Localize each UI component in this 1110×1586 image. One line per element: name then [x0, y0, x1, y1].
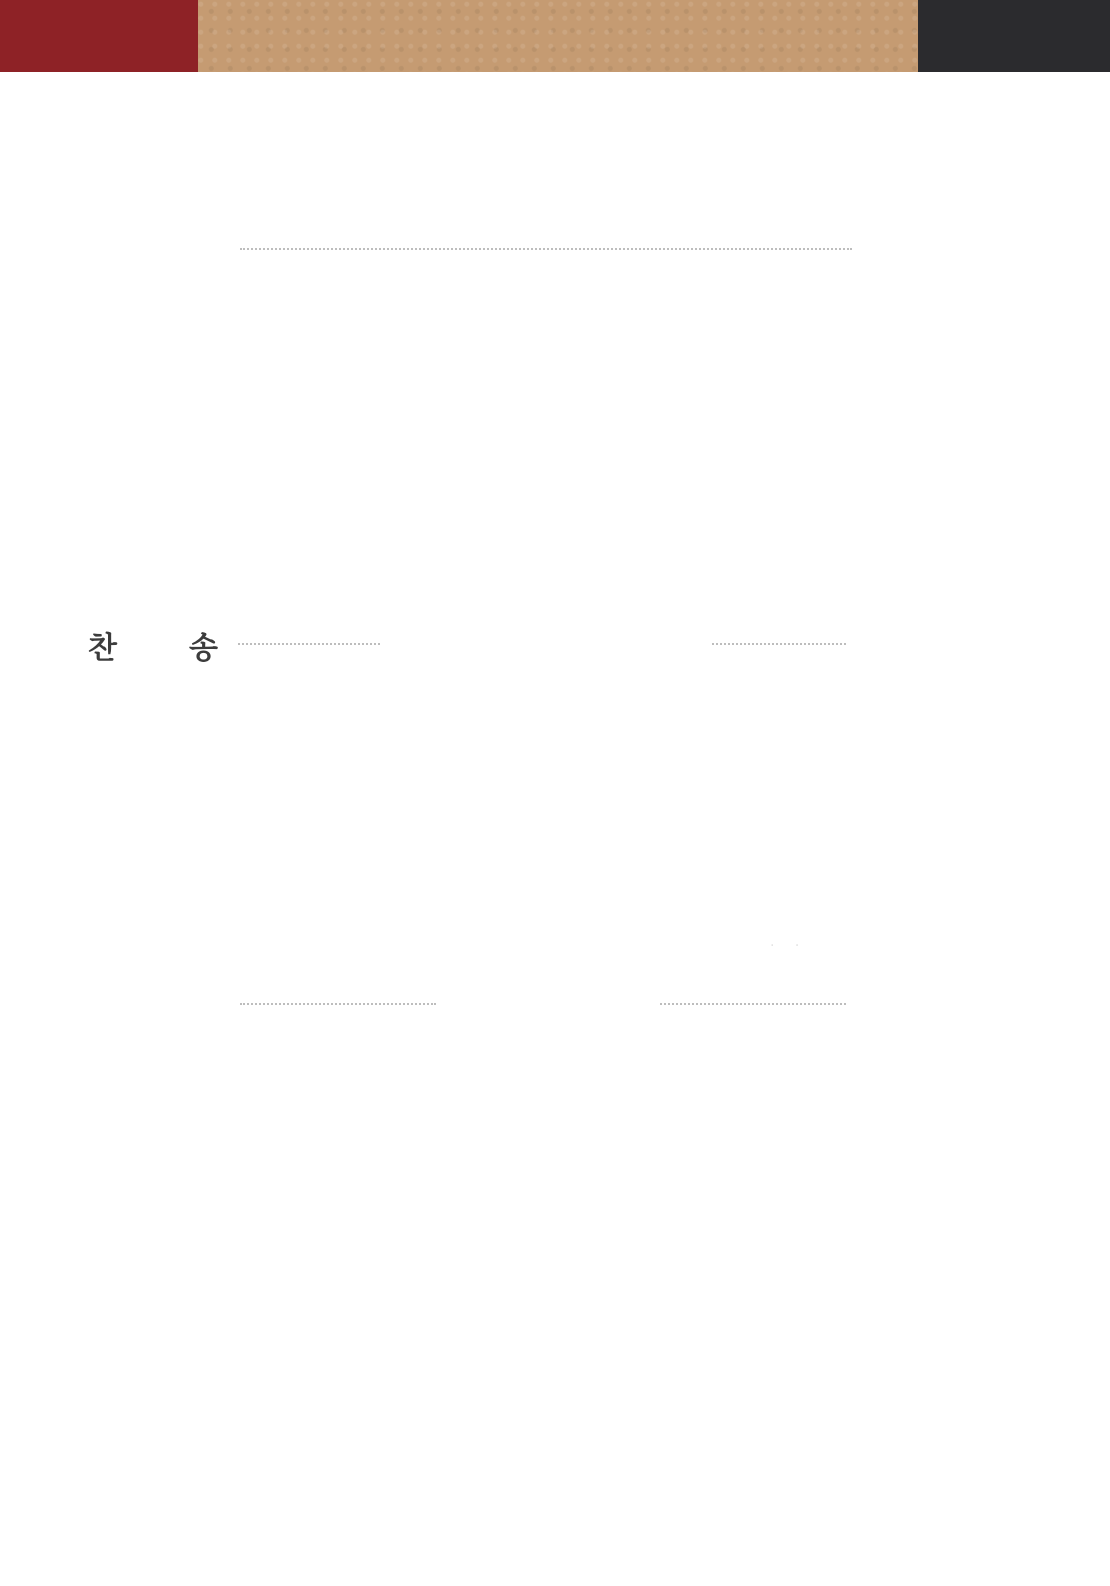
top-banner: [0, 0, 1110, 72]
dotted-leader: [240, 248, 852, 250]
creed-header: [88, 228, 1024, 268]
hymn-line: [322, 712, 339, 748]
creed-line: [0, 385, 1110, 417]
banner-red-block: [0, 0, 198, 72]
hymn-line: [322, 676, 339, 712]
dotted-leader-right: [660, 1003, 846, 1005]
decorative-dots: · ·: [770, 938, 808, 954]
creed-line: [0, 448, 1110, 480]
creed-line: [0, 511, 1110, 543]
creed-text: [0, 290, 1110, 574]
hymn-lyrics: [322, 676, 339, 893]
hymn-line: [322, 785, 339, 821]
banner-dark-block: [918, 0, 1110, 72]
dotted-leader-right: [712, 643, 846, 645]
creed-line: [0, 322, 1110, 354]
reading-header: [88, 983, 1024, 1023]
dotted-leader-left: [238, 643, 380, 645]
creed-line: [0, 479, 1110, 511]
hymn-line: [322, 821, 339, 857]
hymn-line: [322, 857, 339, 893]
hymn-title: 찬 송: [88, 631, 218, 666]
hymn-header: [88, 623, 1024, 666]
creed-line: [0, 416, 1110, 448]
dotted-leader-left: [240, 1003, 436, 1005]
hymn-line: [322, 748, 339, 784]
creed-line: [0, 353, 1110, 385]
creed-line: [0, 542, 1110, 574]
banner-paper-block: [198, 0, 918, 72]
creed-line: [0, 290, 1110, 322]
